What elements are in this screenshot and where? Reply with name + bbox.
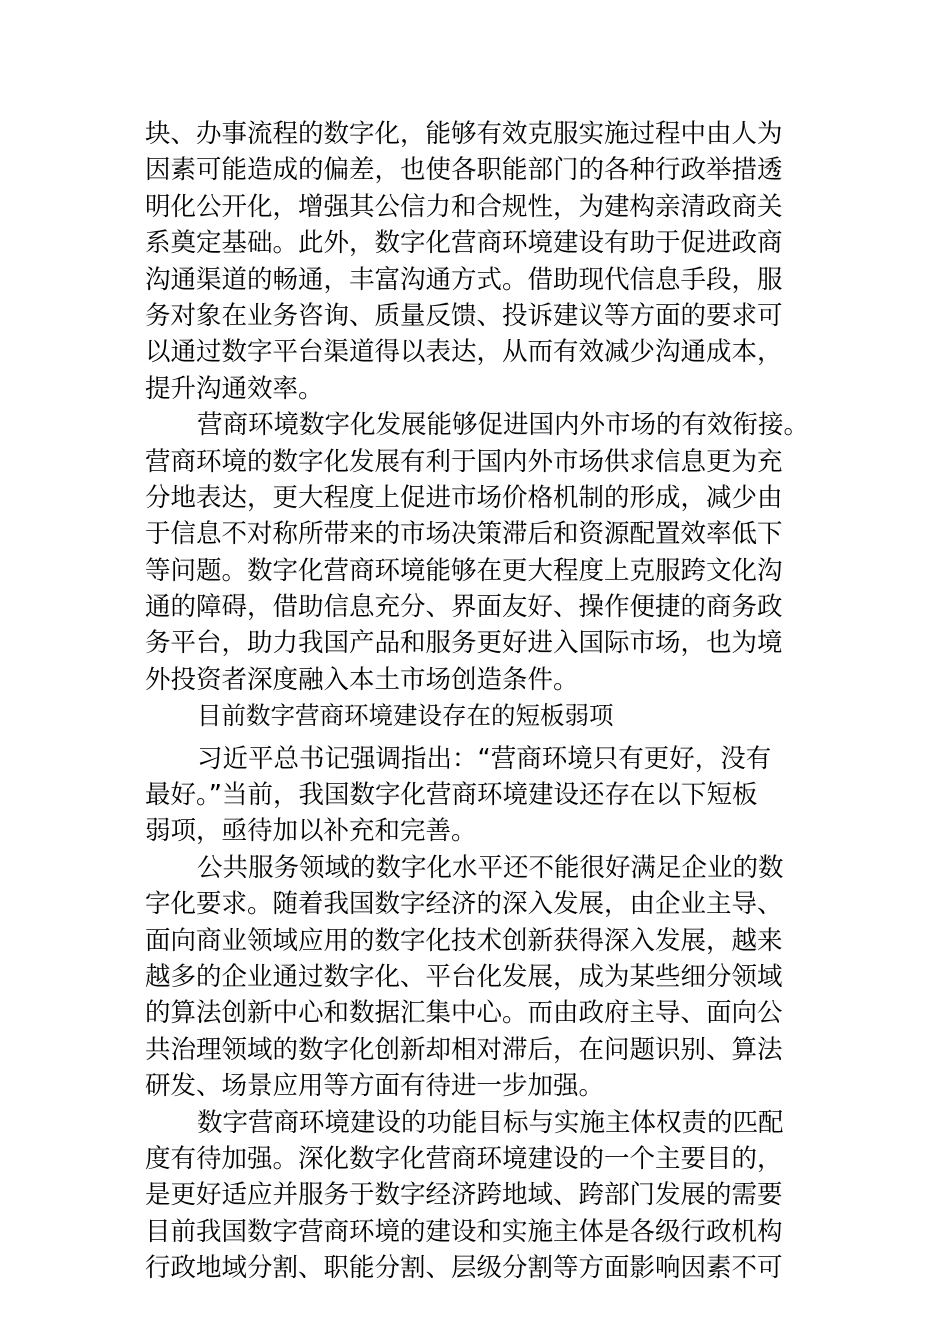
paragraph-line: 营商环境的数字化发展有利于国内外市场供求信息更为充 — [145, 446, 783, 477]
paragraph-line: 越多的企业通过数字化、平台化发展，成为某些细分领域 — [145, 961, 783, 992]
paragraph-line: 因素可能造成的偏差，也使各职能部门的各种行政举措透 — [145, 155, 783, 186]
paragraph-line: 目前我国数字营商环境的建设和实施主体是各级行政机构 — [145, 1216, 783, 1247]
paragraph-line: 字化要求。随着我国数字经济的深入发展，由企业主导、 — [145, 889, 783, 920]
paragraph-line: 务对象在业务咨询、质量反馈、投诉建议等方面的要求可 — [145, 300, 783, 331]
paragraph-line: 研发、场景应用等方面有待进一步加强。 — [145, 1071, 605, 1102]
paragraph-line: 习近平总书记强调指出：“营商环境只有更好，没有 — [197, 743, 772, 774]
paragraph-line: 通的障碍，借助信息充分、界面友好、操作便捷的商务政 — [145, 592, 783, 623]
paragraph-2 — [145, 407, 825, 698]
paragraph-line: 块、办事流程的数字化，能够有效克服实施过程中由人为 — [145, 119, 783, 149]
paragraph-line: 面向商业领域应用的数字化技术创新获得深入发展，越来 — [145, 925, 783, 956]
paragraph-line: 系奠定基础。此外，数字化营商环境建设有助于促进政商 — [145, 228, 783, 259]
paragraph-line: 于信息不对称所带来的市场决策滞后和资源配置效率低下 — [145, 519, 783, 550]
section-heading: 目前数字营商环境建设存在的短板弱项 — [197, 701, 614, 731]
paragraph-line: 度有待加强。深化数字化营商环境建设的一个主要目的， — [145, 1143, 783, 1174]
paragraph-3 — [145, 741, 825, 850]
paragraph-line: 务平台，助力我国产品和服务更好进入国际市场，也为境 — [145, 628, 783, 659]
paragraph-line: 外投资者深度融入本土市场创造条件。 — [145, 664, 579, 695]
paragraph-line: 的算法创新中心和数据汇集中心。而由政府主导、面向公 — [145, 998, 783, 1029]
paragraph-line: 明化公开化，增强其公信力和合规性，为建构亲清政商关 — [145, 191, 783, 222]
paragraph-line: 等问题。数字化营商环境能够在更大程度上克服跨文化沟 — [145, 555, 783, 586]
paragraph-line: 提升沟通效率。 — [145, 373, 324, 404]
paragraph-line: 沟通渠道的畅通，丰富沟通方式。借助现代信息手段，服 — [145, 264, 783, 295]
paragraph-1 — [145, 116, 825, 407]
paragraph-line: 公共服务领域的数字化水平还不能很好满足企业的数 — [197, 852, 784, 883]
paragraph-line: 行政地域分割、职能分割、层级分割等方面影响因素不可 — [145, 1253, 783, 1284]
paragraph-line: 是更好适应并服务于数字经济跨地域、跨部门发展的需要 — [145, 1180, 783, 1211]
paragraph-4 — [145, 850, 825, 1105]
paragraph-line: 共治理领域的数字化创新却相对滞后，在问题识别、算法 — [145, 1034, 783, 1065]
document-page — [145, 116, 825, 1287]
paragraph-line: 数字营商环境建设的功能目标与实施主体权责的匹配 — [197, 1107, 784, 1138]
paragraph-line: 弱项，亟待加以补充和完善。 — [145, 816, 477, 847]
paragraph-line: 分地表达，更大程度上促进市场价格机制的形成，减少由 — [145, 482, 783, 513]
paragraph-line: 以通过数字平台渠道得以表达，从而有效减少沟通成本， — [145, 337, 783, 368]
paragraph-5 — [145, 1105, 825, 1287]
paragraph-line: 最好。”当前，我国数字化营商环境建设还存在以下短板 — [145, 780, 758, 811]
paragraph-line: 营商环境数字化发展能够促进国内外市场的有效衔接。 — [197, 410, 810, 441]
